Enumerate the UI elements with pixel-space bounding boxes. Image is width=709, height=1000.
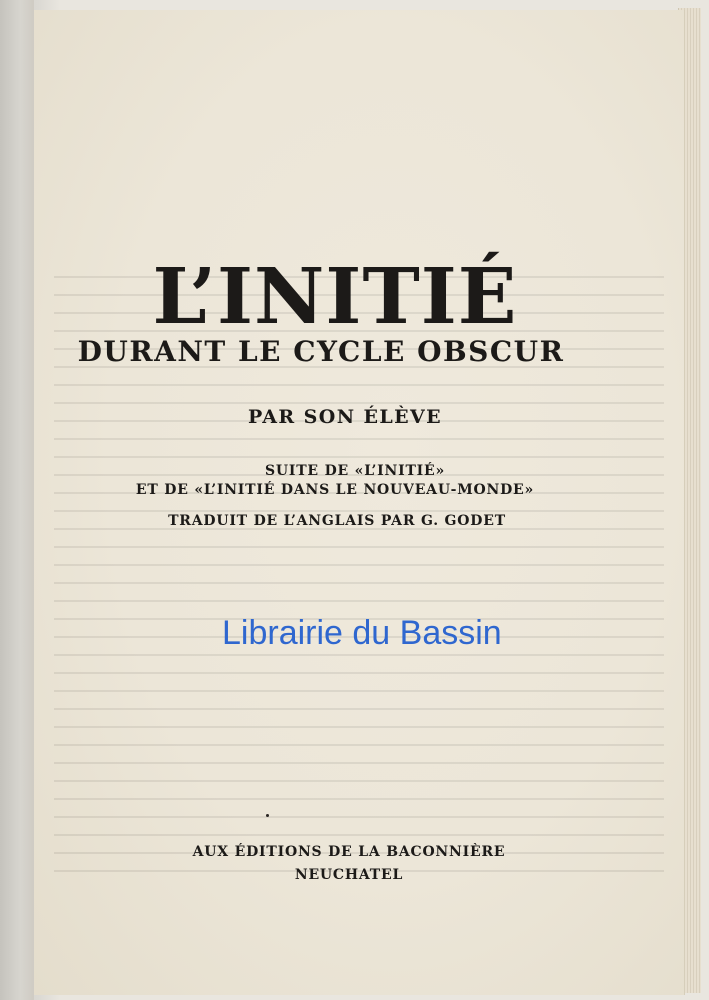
watermark-text: Librairie du Bassin xyxy=(222,614,502,652)
series-line-1: SUITE DE «L’INITIÉ» xyxy=(264,463,446,479)
book-title: L’INITIÉ xyxy=(152,252,518,342)
publisher-line: AUX ÉDITIONS DE LA BACONNIÈRE xyxy=(192,844,506,860)
book-subtitle: DURANT LE CYCLE OBSCUR xyxy=(77,335,565,368)
translator-line: TRADUIT DE L’ANGLAIS PAR G. GODET xyxy=(168,513,506,529)
publication-place: NEUCHATEL xyxy=(294,867,404,883)
ornament-dot xyxy=(266,814,269,817)
series-line-2: ET DE «L’INITIÉ DANS LE NOUVEAU-MONDE» xyxy=(135,482,535,498)
title-page xyxy=(34,10,684,995)
title-page-content xyxy=(34,10,684,995)
author-line: PAR SON ÉLÈVE xyxy=(247,406,443,428)
